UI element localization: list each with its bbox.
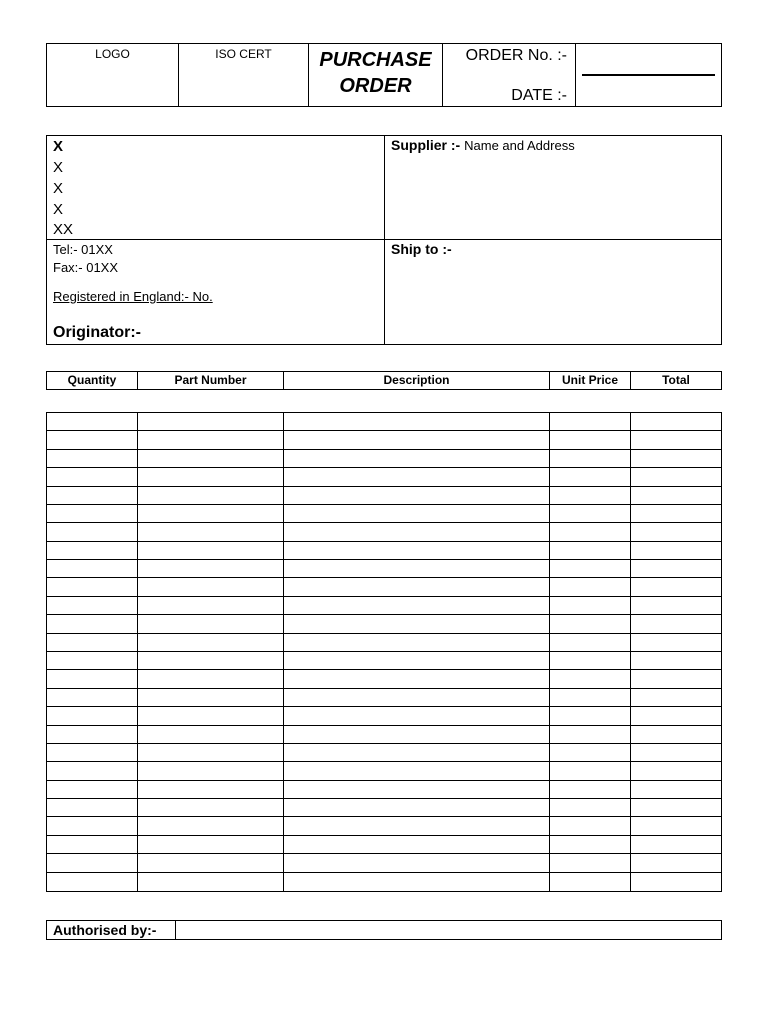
- order-no-blank-line: [582, 74, 715, 76]
- order-date-labels-cell: [443, 44, 576, 106]
- cell-description[interactable]: [284, 542, 550, 559]
- table-row: [47, 781, 721, 799]
- company-line-1: X: [53, 138, 64, 155]
- cell-unit-price[interactable]: [550, 652, 631, 669]
- cell-part-number[interactable]: [138, 799, 284, 816]
- table-row: [47, 505, 721, 523]
- supplier-hint: Name and Address: [464, 138, 575, 153]
- cell-description[interactable]: [284, 799, 550, 816]
- table-row: [47, 873, 721, 891]
- cell-description[interactable]: [284, 762, 550, 779]
- table-row: [47, 744, 721, 762]
- cell-total[interactable]: [631, 413, 721, 430]
- ship-to-label: Ship to :-: [391, 241, 452, 257]
- cell-unit-price[interactable]: [550, 744, 631, 761]
- cell-total[interactable]: [631, 560, 721, 577]
- cell-total[interactable]: [631, 597, 721, 614]
- cell-part-number[interactable]: [138, 817, 284, 834]
- cell-total[interactable]: [631, 450, 721, 467]
- cell-unit-price[interactable]: [550, 615, 631, 632]
- column-header-part-number: Part Number: [138, 372, 284, 389]
- cell-part-number[interactable]: [138, 523, 284, 540]
- cell-total[interactable]: [631, 670, 721, 687]
- cell-part-number[interactable]: [138, 413, 284, 430]
- authorised-signature-field[interactable]: [176, 921, 721, 939]
- cell-total[interactable]: [631, 542, 721, 559]
- cell-unit-price[interactable]: [550, 854, 631, 871]
- cell-quantity[interactable]: [47, 817, 138, 834]
- cell-description[interactable]: [284, 615, 550, 632]
- table-row: [47, 615, 721, 633]
- cell-description[interactable]: [284, 726, 550, 743]
- cell-total[interactable]: [631, 781, 721, 798]
- cell-part-number[interactable]: [138, 450, 284, 467]
- table-row: [47, 542, 721, 560]
- company-line-3: X: [53, 180, 64, 197]
- cell-description[interactable]: [284, 652, 550, 669]
- supplier-field[interactable]: [391, 137, 575, 154]
- table-row: [47, 560, 721, 578]
- address-block: [46, 135, 722, 345]
- header-table: [46, 43, 722, 107]
- table-row: [47, 431, 721, 449]
- table-row: [47, 487, 721, 505]
- table-row: [47, 854, 721, 872]
- company-tel: Tel:- 01XX: [53, 242, 113, 257]
- cell-quantity[interactable]: [47, 560, 138, 577]
- document-title: [309, 44, 443, 106]
- cell-description[interactable]: [284, 578, 550, 595]
- cell-unit-price[interactable]: [550, 560, 631, 577]
- cell-description[interactable]: [284, 873, 550, 891]
- cell-total[interactable]: [631, 707, 721, 724]
- cell-unit-price[interactable]: [550, 726, 631, 743]
- cell-total[interactable]: [631, 634, 721, 651]
- table-row: [47, 652, 721, 670]
- cell-description[interactable]: [284, 560, 550, 577]
- cell-part-number[interactable]: [138, 578, 284, 595]
- cell-description[interactable]: [284, 781, 550, 798]
- table-row: [47, 707, 721, 725]
- address-divider-horizontal: [47, 239, 721, 240]
- cell-description[interactable]: [284, 689, 550, 706]
- cell-part-number[interactable]: [138, 505, 284, 522]
- cell-part-number[interactable]: [138, 726, 284, 743]
- cell-description[interactable]: [284, 523, 550, 540]
- cell-description[interactable]: [284, 854, 550, 871]
- cell-description[interactable]: [284, 450, 550, 467]
- cell-description[interactable]: [284, 670, 550, 687]
- cell-total[interactable]: [631, 652, 721, 669]
- cell-total[interactable]: [631, 762, 721, 779]
- table-row: [47, 597, 721, 615]
- cell-unit-price[interactable]: [550, 487, 631, 504]
- cell-unit-price[interactable]: [550, 873, 631, 891]
- cell-description[interactable]: [284, 817, 550, 834]
- cell-quantity[interactable]: [47, 468, 138, 485]
- cell-total[interactable]: [631, 468, 721, 485]
- table-row: [47, 817, 721, 835]
- cell-quantity[interactable]: [47, 413, 138, 430]
- cell-unit-price[interactable]: [550, 597, 631, 614]
- cell-total[interactable]: [631, 578, 721, 595]
- cell-part-number[interactable]: [138, 762, 284, 779]
- iso-cert-cell: [179, 44, 309, 106]
- cell-description[interactable]: [284, 505, 550, 522]
- address-divider-vertical: [384, 136, 385, 344]
- cell-part-number[interactable]: [138, 597, 284, 614]
- cell-total[interactable]: [631, 689, 721, 706]
- table-row: [47, 670, 721, 688]
- cell-quantity[interactable]: [47, 799, 138, 816]
- cell-description[interactable]: [284, 744, 550, 761]
- cell-description[interactable]: [284, 487, 550, 504]
- cell-part-number[interactable]: [138, 781, 284, 798]
- cell-unit-price[interactable]: [550, 634, 631, 651]
- cell-part-number[interactable]: [138, 634, 284, 651]
- cell-part-number[interactable]: [138, 873, 284, 891]
- authorised-row: [46, 920, 722, 940]
- cell-unit-price[interactable]: [550, 781, 631, 798]
- cell-part-number[interactable]: [138, 615, 284, 632]
- order-no-value-cell[interactable]: [576, 44, 721, 106]
- cell-quantity[interactable]: [47, 707, 138, 724]
- cell-total[interactable]: [631, 873, 721, 891]
- cell-quantity[interactable]: [47, 523, 138, 540]
- company-line-2: X: [53, 159, 64, 176]
- cell-unit-price[interactable]: [550, 523, 631, 540]
- company-fax: Fax:- 01XX: [53, 260, 119, 275]
- cell-total[interactable]: [631, 487, 721, 504]
- table-row: [47, 689, 721, 707]
- cell-unit-price[interactable]: [550, 707, 631, 724]
- cell-unit-price[interactable]: [550, 431, 631, 448]
- cell-quantity[interactable]: [47, 854, 138, 871]
- cell-part-number[interactable]: [138, 836, 284, 853]
- cell-unit-price[interactable]: [550, 578, 631, 595]
- cell-unit-price[interactable]: [550, 450, 631, 467]
- title-line-1: PURCHASE: [319, 49, 432, 71]
- supplier-label: Supplier :-: [391, 137, 461, 153]
- cell-total[interactable]: [631, 615, 721, 632]
- cell-part-number[interactable]: [138, 652, 284, 669]
- cell-total[interactable]: [631, 836, 721, 853]
- column-header-total: Total: [662, 373, 690, 387]
- logo-placeholder: LOGO: [95, 47, 130, 61]
- items-table-header: [46, 371, 722, 390]
- cell-part-number[interactable]: [138, 487, 284, 504]
- title-line-2: ORDER: [339, 75, 412, 97]
- cell-quantity[interactable]: [47, 873, 138, 891]
- cell-quantity[interactable]: [47, 450, 138, 467]
- cell-quantity[interactable]: [47, 836, 138, 853]
- cell-part-number[interactable]: [138, 542, 284, 559]
- cell-description[interactable]: [284, 468, 550, 485]
- column-header-unit-price: Unit Price: [550, 372, 631, 389]
- company-registration: Registered in England:- No.: [53, 289, 213, 304]
- cell-quantity[interactable]: [47, 597, 138, 614]
- table-row: [47, 762, 721, 780]
- cell-total[interactable]: [631, 744, 721, 761]
- cell-quantity[interactable]: [47, 578, 138, 595]
- cell-quantity[interactable]: [47, 726, 138, 743]
- originator-label: Originator:-: [53, 324, 141, 341]
- cell-quantity[interactable]: [47, 615, 138, 632]
- cell-total[interactable]: [631, 505, 721, 522]
- table-row: [47, 468, 721, 486]
- table-row: [47, 413, 721, 431]
- cell-unit-price[interactable]: [550, 836, 631, 853]
- cell-part-number[interactable]: [138, 707, 284, 724]
- cell-part-number[interactable]: [138, 744, 284, 761]
- cell-quantity[interactable]: [47, 781, 138, 798]
- cell-quantity[interactable]: [47, 689, 138, 706]
- table-row: [47, 836, 721, 854]
- cell-part-number[interactable]: [138, 670, 284, 687]
- cell-quantity[interactable]: [47, 505, 138, 522]
- cell-part-number[interactable]: [138, 854, 284, 871]
- cell-part-number[interactable]: [138, 468, 284, 485]
- order-no-label: ORDER No. :-: [465, 47, 567, 64]
- cell-quantity[interactable]: [47, 542, 138, 559]
- company-line-4: X: [53, 201, 64, 218]
- cell-total[interactable]: [631, 431, 721, 448]
- cell-total[interactable]: [631, 726, 721, 743]
- cell-description[interactable]: [284, 431, 550, 448]
- table-row: [47, 450, 721, 468]
- cell-quantity[interactable]: [47, 670, 138, 687]
- cell-description[interactable]: [284, 634, 550, 651]
- cell-unit-price[interactable]: [550, 799, 631, 816]
- cell-unit-price[interactable]: [550, 689, 631, 706]
- table-row: [47, 578, 721, 596]
- cell-unit-price[interactable]: [550, 670, 631, 687]
- authorised-label: Authorised by:-: [53, 922, 157, 938]
- cell-unit-price[interactable]: [550, 542, 631, 559]
- cell-part-number[interactable]: [138, 560, 284, 577]
- table-row: [47, 523, 721, 541]
- cell-quantity[interactable]: [47, 634, 138, 651]
- cell-description[interactable]: [284, 707, 550, 724]
- cell-quantity[interactable]: [47, 652, 138, 669]
- cell-unit-price[interactable]: [550, 505, 631, 522]
- cell-description[interactable]: [284, 597, 550, 614]
- cell-quantity[interactable]: [47, 431, 138, 448]
- cell-unit-price[interactable]: [550, 468, 631, 485]
- cell-description[interactable]: [284, 836, 550, 853]
- cell-unit-price[interactable]: [550, 413, 631, 430]
- iso-cert-placeholder: ISO CERT: [215, 47, 272, 61]
- cell-total[interactable]: [631, 817, 721, 834]
- cell-quantity[interactable]: [47, 762, 138, 779]
- table-row: [47, 799, 721, 817]
- cell-quantity[interactable]: [47, 487, 138, 504]
- cell-quantity[interactable]: [47, 744, 138, 761]
- items-grid: [46, 412, 722, 892]
- cell-unit-price[interactable]: [550, 762, 631, 779]
- logo-cell: [47, 44, 179, 106]
- date-label: DATE :-: [511, 87, 567, 104]
- cell-description[interactable]: [284, 413, 550, 430]
- cell-unit-price[interactable]: [550, 817, 631, 834]
- column-header-quantity: Quantity: [47, 372, 138, 389]
- table-row: [47, 634, 721, 652]
- table-row: [47, 726, 721, 744]
- cell-part-number[interactable]: [138, 689, 284, 706]
- cell-part-number[interactable]: [138, 431, 284, 448]
- company-line-5: XX: [53, 221, 74, 238]
- cell-total[interactable]: [631, 523, 721, 540]
- column-header-description: Description: [284, 372, 550, 389]
- cell-total[interactable]: [631, 799, 721, 816]
- cell-total[interactable]: [631, 854, 721, 871]
